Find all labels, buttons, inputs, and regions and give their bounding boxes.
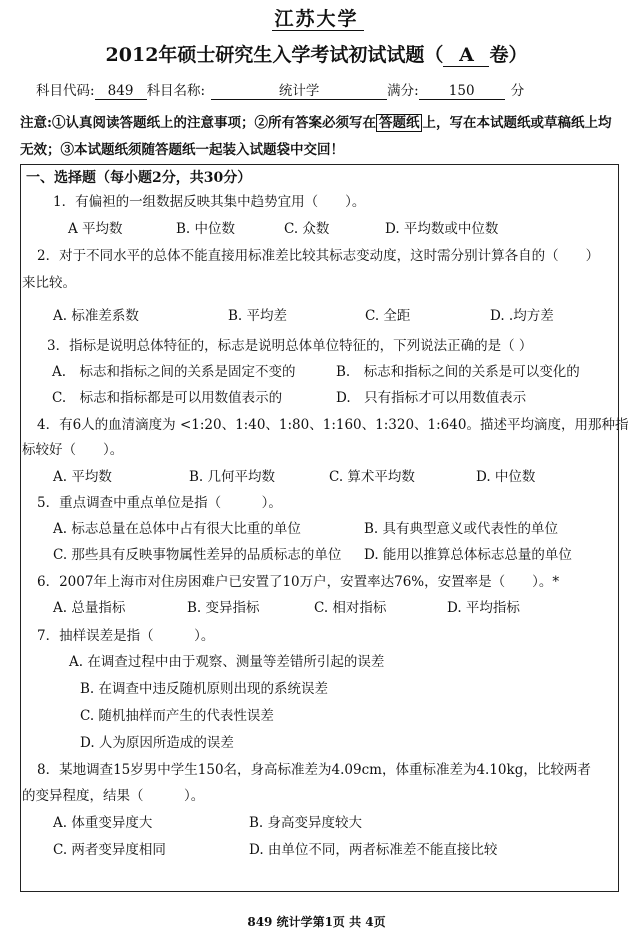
page-footer: 849 统计学第1页 共 4页 <box>247 915 386 929</box>
exam-title-suffix: 卷） <box>489 44 528 66</box>
paper-version: A <box>443 44 489 67</box>
question-6-option-b: B. 变异指标 <box>187 600 260 616</box>
question-3-stem: 3．指标是说明总体特征的，标志是说明总体单位特征的，下列说法正确的是（ ） <box>47 338 533 354</box>
question-4-option-c: C. 算术平均数 <box>329 469 415 485</box>
subject-name: 统计学 <box>211 79 387 100</box>
question-5-option-c: C. 那些具有反映事物属性差异的品质标志的单位 <box>53 547 342 563</box>
question-5-stem: 5．重点调查中重点单位是指（ ）。 <box>37 495 282 511</box>
exam-notice <box>20 110 620 164</box>
question-8-option-d: D. 由单位不同，两者标准差不能直接比较 <box>249 842 498 858</box>
question-1-option-d: D. 平均数或中位数 <box>385 221 499 237</box>
question-1-option-a: A 平均数 <box>68 221 123 237</box>
question-4-stem-line2: 标较好（ ）。 <box>22 442 124 458</box>
question-3-option-d: D. 只有指标才可以用数值表示 <box>336 390 527 406</box>
question-7-option-b: B. 在调查中违反随机原则出现的系统误差 <box>80 681 329 697</box>
university-underline <box>272 30 364 31</box>
subject-name-label: 科目名称: <box>146 83 206 99</box>
question-1-stem: 1．有偏袒的一组数据反映其集中趋势宜用（ ）。 <box>53 194 366 210</box>
question-8-stem-line2: 的变异程度，结果（ ）。 <box>22 788 205 804</box>
question-1-option-b: B. 中位数 <box>176 221 236 237</box>
question-2-option-c: C. 全距 <box>365 308 411 324</box>
question-6-option-a: A. 总量指标 <box>53 600 126 616</box>
question-8-option-c: C. 两者变异度相同 <box>53 842 166 858</box>
notice-text-2: 上，写在本试题纸或草稿纸上均无效；③本试题纸须随答题纸一起装入试题袋中交回！ <box>20 115 612 158</box>
question-5-option-a: A. 标志总量在总体中占有很大比重的单位 <box>53 521 301 537</box>
question-2-stem-line2: 来比较。 <box>22 275 76 291</box>
question-3-option-a: A. 标志和指标之间的关系是固定不变的 <box>52 364 296 380</box>
question-6-stem: 6．2007年上海市对住房困难户已安置了10万户，安置率达76%，安置率是（ ）。* <box>37 574 560 590</box>
question-4-option-a: A. 平均数 <box>53 469 112 485</box>
question-3-option-c: C. 标志和指标都是可以用数值表示的 <box>52 390 283 406</box>
question-8-option-b: B. 身高变异度较大 <box>249 815 363 831</box>
notice-boxed-word: 答题纸 <box>376 114 423 132</box>
question-7-option-a: A. 在调查过程中由于观察、测量等差错所引起的误差 <box>69 654 385 670</box>
question-7-option-c: C. 随机抽样而产生的代表性误差 <box>80 708 274 724</box>
question-7-option-d: D. 人为原因所造成的误差 <box>80 735 234 751</box>
question-4-option-d: D. 中位数 <box>476 469 536 485</box>
question-6-option-c: C. 相对指标 <box>314 600 387 616</box>
question-2-option-d: D. .均方差 <box>490 308 554 324</box>
question-8-option-a: A. 体重变异度大 <box>53 815 153 831</box>
question-5-option-d: D. 能用以推算总体标志总量的单位 <box>364 547 572 563</box>
question-1-option-c: C. 众数 <box>284 221 330 237</box>
subject-code: 849 <box>95 83 147 100</box>
full-score-unit: 分 <box>510 83 525 99</box>
university-name: 江苏大学 <box>274 8 359 30</box>
question-2-option-b: B. 平均差 <box>228 308 288 324</box>
question-7-stem: 7．抽样误差是指（ ）。 <box>37 628 215 644</box>
exam-title-prefix: 2012年硕士研究生入学考试初试试题（ <box>105 44 444 66</box>
notice-label: 注意: <box>20 115 52 131</box>
question-2-option-a: A. 标准差系数 <box>53 308 139 324</box>
exam-title <box>0 40 633 67</box>
question-8-stem-line1: 8．某地调查15岁男中学生150名，身高标准差为4.09cm，体重标准差为4.10kg，比较两者 <box>37 762 591 778</box>
subject-code-label: 科目代码: <box>36 83 95 99</box>
question-6-option-d: D. 平均指标 <box>447 600 520 616</box>
notice-text-1: ①认真阅读答题纸上的注意事项；②所有答案必须写在 <box>51 115 376 131</box>
question-4-stem-line1: 4．有6人的血清滴度为 <1:20、1:40、1:80、1:160、1:320、1:640。描述平均滴度，用那种指 <box>37 417 629 433</box>
question-5-option-b: B. 具有典型意义或代表性的单位 <box>364 521 559 537</box>
question-3-option-b: B. 标志和指标之间的关系是可以变化的 <box>336 364 580 380</box>
full-score-label: 满分: <box>387 83 419 99</box>
section-title: 一、选择题（每小题2分，共30分） <box>26 170 252 186</box>
full-score: 150 <box>419 83 505 100</box>
question-2-stem-line1: 2．对于不同水平的总体不能直接用标准差比较其标志变动度，这时需分别计算各自的（ ） <box>37 248 600 264</box>
subject-meta <box>36 79 524 100</box>
question-4-option-b: B. 几何平均数 <box>189 469 276 485</box>
